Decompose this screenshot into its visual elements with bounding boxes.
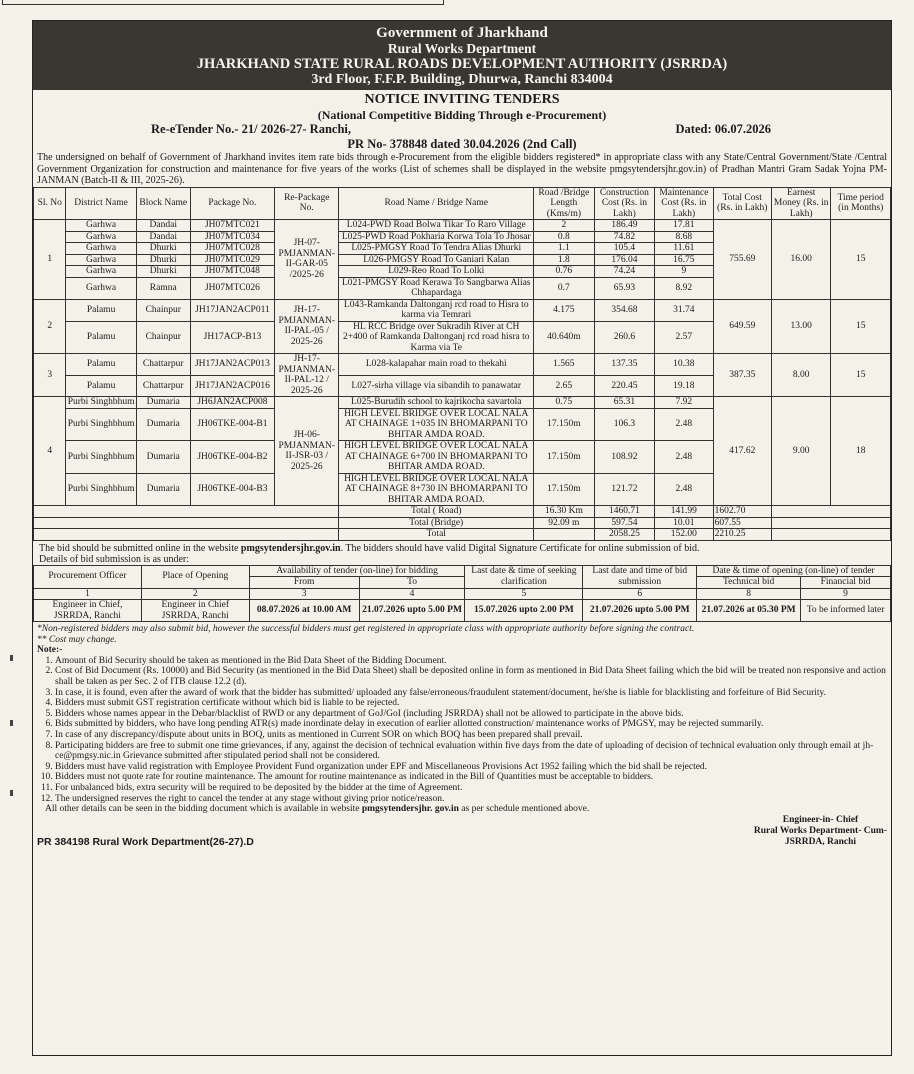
package-no: JH07MTC028 bbox=[190, 243, 274, 255]
construction-cost: 106.3 bbox=[594, 408, 655, 441]
maintenance-cost: 2.48 bbox=[655, 473, 713, 506]
package-no: JH17JAN2ACP016 bbox=[190, 375, 274, 397]
h-last-submit: Last date and time of bid submission bbox=[583, 565, 697, 588]
package-no: JH17ACP-B13 bbox=[190, 321, 274, 354]
package-no: JH06TKE-004-B3 bbox=[190, 473, 274, 506]
schedule-values bbox=[34, 600, 891, 622]
total-cost: 417.62 bbox=[713, 397, 771, 506]
district: Palamu bbox=[66, 354, 136, 376]
road-length: 0.8 bbox=[534, 231, 595, 243]
column-header: Sl. No bbox=[34, 187, 66, 220]
note-label: Note:- bbox=[37, 645, 63, 656]
package-no: JH06TKE-004-B1 bbox=[190, 408, 274, 441]
schedule-table bbox=[33, 565, 891, 623]
note-item: 7. In case of any discrepancy/dispute about units in BOQ, units as mentioned in Current SOR on which BOQ has been prepared shall prevail. bbox=[55, 730, 887, 741]
note-item: 3. In case, it is found, even after the award of work that the bidder has submitted/ uploaded any false/erroneous/fraudulent statement/document, he/she is liable for blacklisting and forfeiture of Bid Security. bbox=[55, 688, 887, 699]
repackage-no: JH-07-PMJANMAN-II-GAR-05 /2025-26 bbox=[275, 220, 339, 300]
intro-paragraph: The undersigned on behalf of Government of Jharkhand invites item rate bids through e-Procurement from the eligible bidders registered* in appropriate class with any State/Central Government/State /Central Government Organization for construction and maintenance for five years of the works (List of schemes shall be displayed in the website pmgsytendersjhr.gov.in) of Pradhan Mantri Gram Sadak Yojna PM-JANMAN (Batch-II & III, 2025-26). bbox=[37, 152, 887, 186]
h-technical: Technical bid bbox=[697, 577, 801, 589]
total-maintenance: 141.99 bbox=[655, 506, 713, 518]
note-item: 11. For unbalanced bids, extra security will be required to be deposited by the bidder at the time of Agreement. bbox=[55, 783, 887, 794]
column-header: Block Name bbox=[136, 187, 190, 220]
footer-row bbox=[33, 815, 891, 848]
total-construction: 1460.71 bbox=[594, 506, 655, 518]
h-opening: Date & time of opening (on-line) of tender bbox=[697, 565, 891, 577]
total-label: Total (Bridge) bbox=[339, 517, 534, 529]
block: Dandai bbox=[136, 220, 190, 232]
total-maintenance: 10.01 bbox=[655, 517, 713, 529]
bid-submission-text: The bid should be submitted online in the website pmgsytendersjhr.gov.in. The bidders should have valid Digital Signature Certificate for online submission of bid. bbox=[39, 542, 700, 554]
maintenance-cost: 17.81 bbox=[655, 220, 713, 232]
maintenance-cost: 7.92 bbox=[655, 397, 713, 409]
road-name: L024-PWD Road Bolwa Tikar To Raro Village bbox=[339, 220, 534, 232]
note-item: 1. Amount of Bid Security should be taken as mentioned in the Bid Data Sheet of the Bidding Document. bbox=[55, 656, 887, 667]
road-name: L027-sirha village via sibandih to panawatar bbox=[339, 375, 534, 397]
earnest-money: 16.00 bbox=[771, 220, 830, 300]
maintenance-cost: 31.74 bbox=[655, 299, 713, 321]
repackage-no: JH-17-PMJANMAN-II-PAL-05 / 2025-26 bbox=[275, 299, 339, 354]
district: Garhwa bbox=[66, 277, 136, 299]
road-length: 2 bbox=[534, 220, 595, 232]
construction-cost: 220.45 bbox=[594, 375, 655, 397]
total-length: 16.30 Km bbox=[534, 506, 595, 518]
construction-cost: 74.24 bbox=[594, 266, 655, 278]
road-name: L026-PMGSY Road To Ganiari Kalan bbox=[339, 254, 534, 266]
road-name: HL RCC Bridge over Sukradih River at CH 2+400 of Ramkanda Daltonganj rcd road hisra to Karma via Te bbox=[339, 321, 534, 354]
closing-website[interactable]: pmgsytendersjhr. gov.in bbox=[361, 804, 459, 815]
road-name: L029-Reo Road To Lolki bbox=[339, 266, 534, 278]
maintenance-cost: 10.38 bbox=[655, 354, 713, 376]
pr-footer: PR 384198 Rural Work Department(26-27).D bbox=[37, 835, 254, 848]
grand-total: 607.55 bbox=[713, 517, 771, 529]
note-item: 6. Bids submitted by bidders, who have long pending ATR(s) made inordinate delay in execution of earlier allotted construction/ maintenance works of PMGSY, may be rejected summarily. bbox=[55, 719, 887, 730]
district: Garhwa bbox=[66, 231, 136, 243]
total-construction: 2058.25 bbox=[594, 529, 655, 541]
margin-mark bbox=[10, 790, 13, 796]
district: Garhwa bbox=[66, 243, 136, 255]
maintenance-cost: 16.75 bbox=[655, 254, 713, 266]
maintenance-cost: 2.57 bbox=[655, 321, 713, 354]
package-no: JH07MTC026 bbox=[190, 277, 274, 299]
block: Dumaria bbox=[136, 408, 190, 441]
column-header: Re-Package No. bbox=[275, 187, 339, 220]
column-header: Road Name / Bridge Name bbox=[339, 187, 534, 220]
total-row bbox=[34, 517, 891, 529]
last-seek-date: 15.07.2026 upto 2.00 PM bbox=[465, 600, 583, 622]
note-item: 4. Bidders must submit GST registration certificate without which bid is liable to be rejected. bbox=[55, 698, 887, 709]
construction-cost: 65.93 bbox=[594, 277, 655, 299]
table-row bbox=[34, 220, 891, 232]
column-header: Total Cost (Rs. in Lakh) bbox=[713, 187, 771, 220]
road-name: HIGH LEVEL BRIDGE OVER LOCAL NALA AT CHAINAGE 1+035 IN BHOMARPANI TO BHITAR AMDA ROAD. bbox=[339, 408, 534, 441]
table-header-row bbox=[34, 187, 891, 220]
tender-notice bbox=[32, 20, 892, 1056]
block: Dumaria bbox=[136, 441, 190, 474]
works-table bbox=[33, 187, 891, 541]
package-no: JH06TKE-004-B2 bbox=[190, 441, 274, 474]
district: Palamu bbox=[66, 321, 136, 354]
block: Dhurki bbox=[136, 266, 190, 278]
blank-cell bbox=[34, 517, 339, 529]
construction-cost: 74.82 bbox=[594, 231, 655, 243]
column-header: Time period (in Months) bbox=[831, 187, 891, 220]
signature-block: Engineer-in- Chief Rural Works Department- Cum- JSRRDA, Ranchi bbox=[753, 814, 887, 847]
details-heading: Details of bid submission is as under: bbox=[39, 553, 189, 565]
road-name: L021-PMGSY Road Kerawa To Sangbarwa Alias Chhapardaga bbox=[339, 277, 534, 299]
road-length: 0.7 bbox=[534, 277, 595, 299]
total-length bbox=[534, 529, 595, 541]
road-length: 1.1 bbox=[534, 243, 595, 255]
construction-cost: 137.35 bbox=[594, 354, 655, 376]
time-period: 15 bbox=[831, 220, 891, 300]
h-from: From bbox=[249, 577, 359, 589]
pr-number: PR No- 378848 dated 30.04.2026 (2nd Call) bbox=[347, 137, 577, 151]
road-name: HIGH LEVEL BRIDGE OVER LOCAL NALA AT CHAINAGE 8+730 IN BHOMARPANI TO BHITAR AMDA ROAD. bbox=[339, 473, 534, 506]
column-header: Construction Cost (Rs. in Lakh) bbox=[594, 187, 655, 220]
retender-no: Re-eTender No.- 21/ 2026-27- Ranchi, bbox=[151, 122, 351, 136]
district: Purbi Singhbhum bbox=[66, 441, 136, 474]
repackage-no: JH-06-PMJANMAN-II-JSR-03 / 2025-26 bbox=[275, 397, 339, 506]
total-construction: 597.54 bbox=[594, 517, 655, 529]
financial-opening: To be informed later bbox=[801, 600, 891, 622]
package-no: JH07MTC034 bbox=[190, 231, 274, 243]
district: Garhwa bbox=[66, 220, 136, 232]
maintenance-cost: 8.92 bbox=[655, 277, 713, 299]
block: Chattarpur bbox=[136, 375, 190, 397]
footnote-registration: *Non-registered bidders may also submit bid, however the successful bidders must get registered in appropriate class with appropriate authority before signing the contract. bbox=[37, 624, 695, 634]
column-header: Road /Bridge Length (Kms/m) bbox=[534, 187, 595, 220]
column-header: District Name bbox=[66, 187, 136, 220]
total-cost: 755.69 bbox=[713, 220, 771, 300]
blank-cell bbox=[771, 529, 890, 541]
serial-no: 3 bbox=[34, 354, 66, 397]
table-row bbox=[34, 299, 891, 321]
road-name: HIGH LEVEL BRIDGE OVER LOCAL NALA AT CHAINAGE 6+700 IN BHOMARPANI TO BHITAR AMDA ROAD. bbox=[339, 441, 534, 474]
h-last-seek: Last date & time of seeking clarification bbox=[465, 565, 583, 588]
road-length: 17.150m bbox=[534, 441, 595, 474]
tender-website[interactable]: pmgsytendersjhr.gov.in bbox=[240, 542, 341, 554]
construction-cost: 121.72 bbox=[594, 473, 655, 506]
technical-opening: 21.07.2026 at 05.30 PM bbox=[697, 600, 801, 622]
maintenance-cost: 8.68 bbox=[655, 231, 713, 243]
package-no: JH07MTC048 bbox=[190, 266, 274, 278]
total-row bbox=[34, 529, 891, 541]
available-from: 08.07.2026 at 10.00 AM bbox=[249, 600, 359, 622]
district: Purbi Singhbhum bbox=[66, 473, 136, 506]
closing-line: All other details can be seen in the bidding document which is available in website pmgsytendersjhr. gov.in as per schedule mentioned above. bbox=[45, 804, 590, 815]
note-item: 10. Bidders must not quote rate for routine maintenance. The amount for routine maintenance as indicated in the Bill of Quantities must be acceptable to bidders. bbox=[55, 772, 887, 783]
maintenance-cost: 11.61 bbox=[655, 243, 713, 255]
district: Purbi Singhbhum bbox=[66, 408, 136, 441]
package-no: JH6JAN2ACP008 bbox=[190, 397, 274, 409]
road-name: L025-PWD Road Pokharia Korwa Tola To Jhosar bbox=[339, 231, 534, 243]
package-no: JH17JAN2ACP011 bbox=[190, 299, 274, 321]
h-availability: Availability of tender (on-line) for bidding bbox=[249, 565, 465, 577]
total-cost: 387.35 bbox=[713, 354, 771, 397]
blank-cell bbox=[34, 506, 339, 518]
maintenance-cost: 19.18 bbox=[655, 375, 713, 397]
road-length: 0.76 bbox=[534, 266, 595, 278]
package-no: JH17JAN2ACP013 bbox=[190, 354, 274, 376]
road-name: L028-kalapahar main road to thekahi bbox=[339, 354, 534, 376]
notes-list bbox=[33, 656, 891, 804]
table-row bbox=[34, 354, 891, 376]
footnote-cost: ** Cost may change. bbox=[37, 634, 117, 645]
earnest-money: 13.00 bbox=[771, 299, 830, 354]
total-label: Total bbox=[339, 529, 534, 541]
package-no: JH07MTC029 bbox=[190, 254, 274, 266]
serial-no: 4 bbox=[34, 397, 66, 506]
notice-date: Dated: 06.07.2026 bbox=[675, 122, 771, 136]
blank-cell bbox=[771, 506, 890, 518]
column-header: Maintenance Cost (Rs. in Lakh) bbox=[655, 187, 713, 220]
note-item: 5. Bidders whose names appear in the Debar/blacklist of RWD or any department of GoJ/GoI (including JSRRDA) shall not be allowed to participate in the above bids. bbox=[55, 709, 887, 720]
road-length: 40.640m bbox=[534, 321, 595, 354]
district: Palamu bbox=[66, 375, 136, 397]
road-length: 4.175 bbox=[534, 299, 595, 321]
time-period: 15 bbox=[831, 354, 891, 397]
govt-name: Government of Jharkhand bbox=[376, 25, 548, 41]
note-item: 2. Cost of Bid Document (Rs. 10000) and Bid Security (as mentioned in the Bid Data Sheet) shall be deposited online in form as mentioned in Bid Data Sheet failing which the bid will be treated non responsive and action shall be taken as per Sec. 2 of ITB clause 12.2 (d). bbox=[55, 666, 887, 687]
notice-title: NOTICE INVITING TENDERS bbox=[364, 92, 560, 107]
road-length: 2.65 bbox=[534, 375, 595, 397]
district: Garhwa bbox=[66, 266, 136, 278]
construction-cost: 105.4 bbox=[594, 243, 655, 255]
road-name: L025-Burudih school to kajrikocha savartola bbox=[339, 397, 534, 409]
maintenance-cost: 2.48 bbox=[655, 408, 713, 441]
column-header: Package No. bbox=[190, 187, 274, 220]
maintenance-cost: 2.48 bbox=[655, 441, 713, 474]
header-banner bbox=[33, 21, 891, 90]
notice-subtitle: (National Competitive Bidding Through e-Procurement) bbox=[317, 108, 607, 122]
maintenance-cost: 9 bbox=[655, 266, 713, 278]
note-item: 8. Participating bidders are free to submit one time grievances, if any, against the decision of technical evaluation within five days from the date of uploading of decision of technical evaluation only through email at jh-ce@pmgsy.nic.in Grievance submitted after stipulated period shall not be considered. bbox=[55, 741, 887, 762]
place-of-opening: Engineer in Chief JSRRDA, Ranchi bbox=[141, 600, 249, 622]
earnest-money: 8.00 bbox=[771, 354, 830, 397]
block: Chattarpur bbox=[136, 354, 190, 376]
available-to: 21.07.2026 upto 5.00 PM bbox=[359, 600, 465, 622]
block: Dumaria bbox=[136, 473, 190, 506]
time-period: 15 bbox=[831, 299, 891, 354]
blank-cell bbox=[34, 529, 339, 541]
grand-total: 1602.70 bbox=[713, 506, 771, 518]
procurement-officer: Engineer in Chief, JSRRDA, Ranchi bbox=[34, 600, 142, 622]
reference-row bbox=[33, 122, 891, 137]
construction-cost: 186.49 bbox=[594, 220, 655, 232]
road-name: L025-PMGSY Road To Tendra Alias Dhurki bbox=[339, 243, 534, 255]
construction-cost: 108.92 bbox=[594, 441, 655, 474]
district: Purbi Singhbhum bbox=[67, 397, 135, 407]
road-length: 1.8 bbox=[534, 254, 595, 266]
total-length: 92.09 m bbox=[534, 517, 595, 529]
road-length: 1.565 bbox=[534, 354, 595, 376]
block: Dumaria bbox=[136, 397, 190, 409]
serial-no: 2 bbox=[34, 299, 66, 354]
construction-cost: 176.04 bbox=[594, 254, 655, 266]
block: Dhurki bbox=[136, 254, 190, 266]
h-place: Place of Opening bbox=[141, 565, 249, 588]
h-officer: Procurement Officer bbox=[34, 565, 142, 588]
total-label: Total ( Road) bbox=[339, 506, 534, 518]
total-row bbox=[34, 506, 891, 518]
block: Ramna bbox=[136, 277, 190, 299]
total-cost: 649.59 bbox=[713, 299, 771, 354]
serial-no: 1 bbox=[34, 220, 66, 300]
note-item: 12. The undersigned reserves the right to cancel the tender at any stage without giving prior notice/reason. bbox=[55, 794, 887, 805]
block: Dandai bbox=[136, 231, 190, 243]
repackage-no: JH-17-PMJANMAN-II-PAL-12 / 2025-26 bbox=[275, 354, 339, 397]
margin-mark bbox=[10, 720, 13, 726]
block: Chainpur bbox=[136, 321, 190, 354]
block: Dhurki bbox=[136, 243, 190, 255]
package-no: JH07MTC021 bbox=[190, 220, 274, 232]
column-numbers: 1 2 3 4 5 6 8 9 bbox=[34, 588, 891, 600]
note-item: 9. Bidders must have valid registration with Employee Provident Fund organization under EPF and Miscellaneous Provisions Act 1952 failing which the bid shall be rejected. bbox=[55, 762, 887, 773]
dept-name: Rural Works Department bbox=[387, 41, 537, 56]
h-to: To bbox=[359, 577, 465, 589]
district: Garhwa bbox=[66, 254, 136, 266]
earnest-money: 9.00 bbox=[771, 397, 830, 506]
authority-address: 3rd Floor, F.F.P. Building, Dhurwa, Ranchi 834004 bbox=[311, 72, 613, 87]
previous-ad-border bbox=[2, 0, 444, 5]
road-length: 0.75 bbox=[534, 397, 595, 409]
block: Chainpur bbox=[136, 299, 190, 321]
time-period: 18 bbox=[831, 397, 891, 506]
h-financial: Financial bid bbox=[801, 577, 891, 589]
construction-cost: 354.68 bbox=[594, 299, 655, 321]
road-length: 17.150m bbox=[534, 408, 595, 441]
blank-cell bbox=[771, 517, 890, 529]
road-name: L043-Ramkanda Daltonganj rcd road to Hisra to karma via Temrari bbox=[339, 299, 534, 321]
column-header: Earnest Money (Rs. in Lakh) bbox=[771, 187, 830, 220]
construction-cost: 260.6 bbox=[594, 321, 655, 354]
construction-cost: 65.31 bbox=[594, 397, 655, 409]
grand-total: 2210.25 bbox=[713, 529, 771, 541]
margin-mark bbox=[10, 655, 13, 661]
table-row bbox=[34, 397, 891, 409]
last-submit-date: 21.07.2026 upto 5.00 PM bbox=[583, 600, 697, 622]
district: Palamu bbox=[66, 299, 136, 321]
authority-name: JHARKHAND STATE RURAL ROADS DEVELOPMENT AUTHORITY (JSRRDA) bbox=[196, 56, 728, 72]
road-length: 17.150m bbox=[534, 473, 595, 506]
total-maintenance: 152.00 bbox=[655, 529, 713, 541]
